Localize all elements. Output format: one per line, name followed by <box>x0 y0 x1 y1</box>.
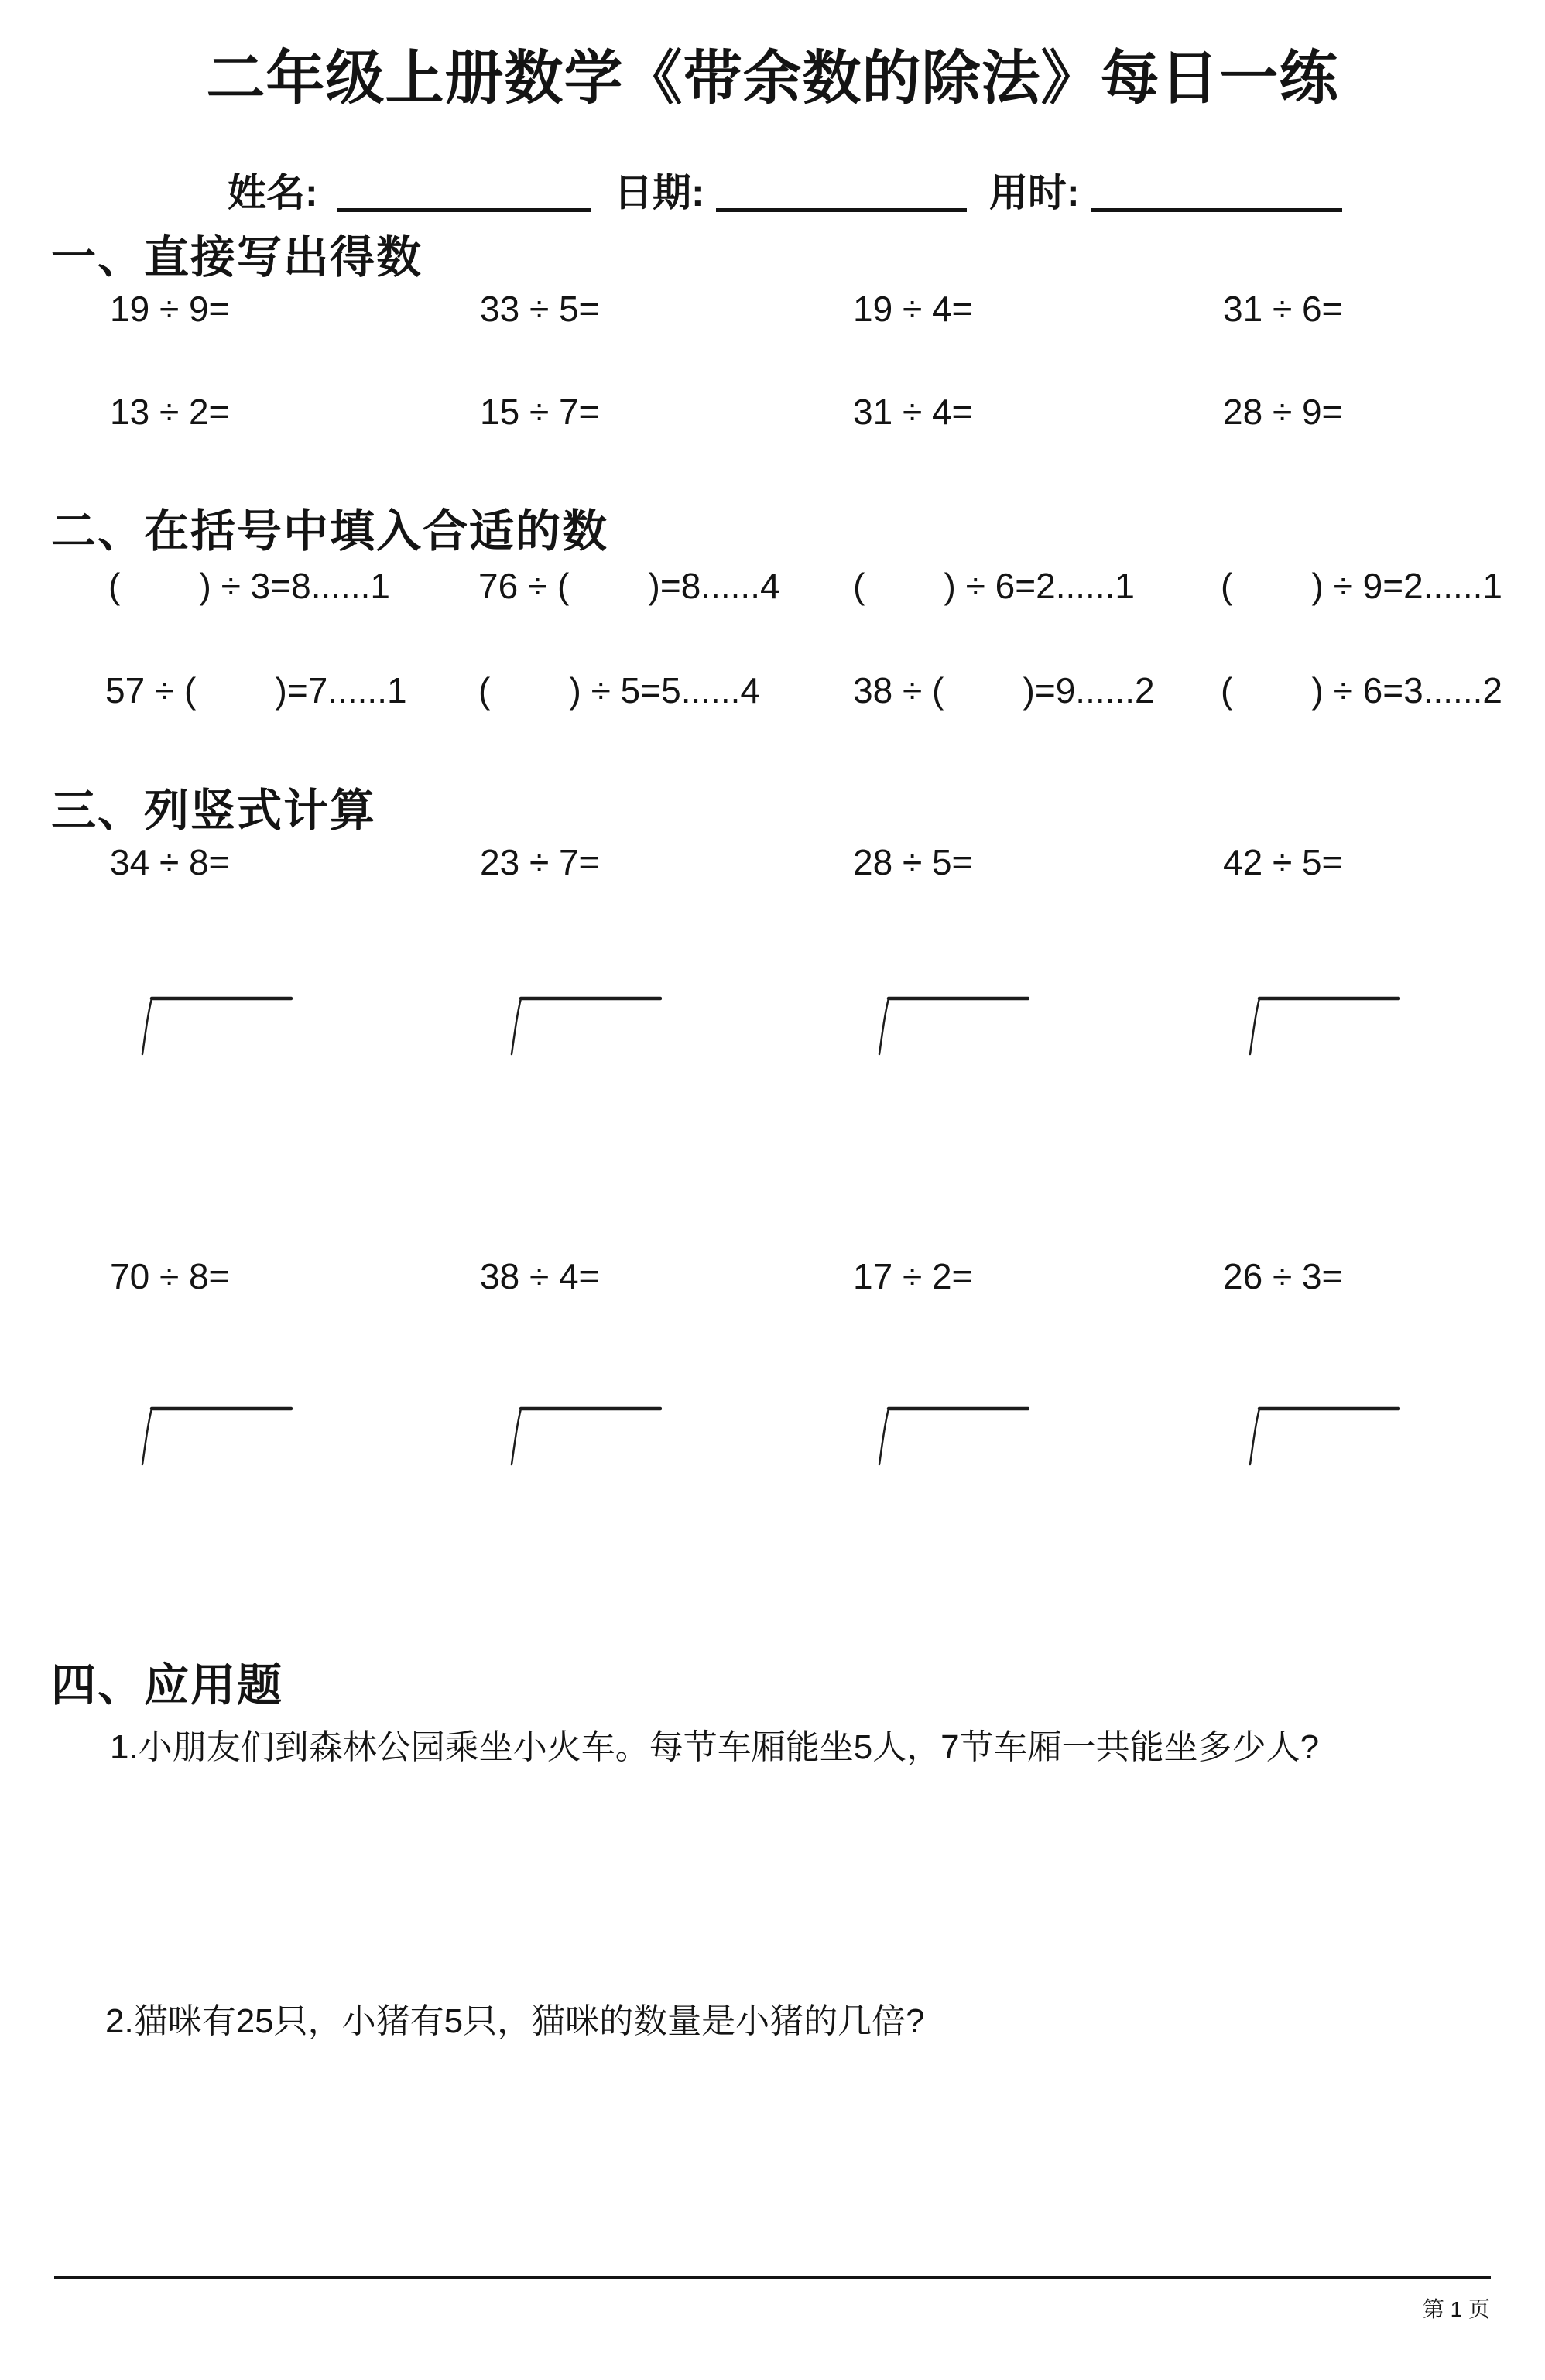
long-division-bracket <box>878 1406 1029 1466</box>
long-division-bracket <box>1249 1406 1400 1466</box>
word-problem: 2.猫咪有25只，小猪有5只，猫咪的数量是小猪的几倍? <box>105 2002 925 2040</box>
equation: 19 ÷ 4= <box>853 289 973 329</box>
date-label: 日期: <box>614 171 704 214</box>
equation: 31 ÷ 6= <box>1223 289 1343 329</box>
equation: 23 ÷ 7= <box>480 842 600 882</box>
long-division-bracket <box>141 1406 293 1466</box>
long-division-bracket <box>1249 995 1400 1056</box>
equation: 38 ÷ ( )=9......2 <box>853 670 1155 711</box>
equation: ( ) ÷ 6=3......2 <box>1221 670 1502 711</box>
section-4-heading: 四、应用题 <box>51 1660 284 1711</box>
time-label: 用时: <box>989 171 1080 214</box>
name-blank-line <box>337 208 591 212</box>
long-division-bracket <box>141 995 293 1056</box>
equation: 76 ÷ ( )=8......4 <box>478 566 780 606</box>
equation: ( ) ÷ 5=5......4 <box>478 670 760 711</box>
equation: ( ) ÷ 9=2......1 <box>1221 566 1502 606</box>
equation: 42 ÷ 5= <box>1223 842 1343 882</box>
equation: 13 ÷ 2= <box>110 392 230 432</box>
word-problem: 1.小朋友们到森林公园乘坐小火车。每节车厢能坐5人，7节车厢一共能坐多少人? <box>110 1728 1320 1766</box>
equation: 26 ÷ 3= <box>1223 1256 1343 1296</box>
long-division-bracket <box>510 995 662 1056</box>
section-1-heading: 一、直接写出得数 <box>51 232 423 283</box>
section-3-heading: 三、列竖式计算 <box>51 786 377 836</box>
long-division-bracket <box>510 1406 662 1466</box>
long-division-bracket <box>878 995 1029 1056</box>
page-number: 第 1 页 <box>1422 2297 1490 2321</box>
equation: 34 ÷ 8= <box>110 842 230 882</box>
equation: 15 ÷ 7= <box>480 392 600 432</box>
equation: ( ) ÷ 6=2......1 <box>853 566 1135 606</box>
equation: 38 ÷ 4= <box>480 1256 600 1296</box>
equation: 17 ÷ 2= <box>853 1256 973 1296</box>
equation: 57 ÷ ( )=7......1 <box>105 670 407 711</box>
name-label: 姓名: <box>228 171 318 214</box>
equation: ( ) ÷ 3=8......1 <box>108 566 390 606</box>
date-blank-line <box>716 208 967 212</box>
time-blank-line <box>1091 208 1342 212</box>
section-2-heading: 二、在括号中填入合适的数 <box>51 506 609 556</box>
equation: 28 ÷ 9= <box>1223 392 1343 432</box>
equation: 33 ÷ 5= <box>480 289 600 329</box>
footer-divider <box>54 2276 1491 2279</box>
page-title: 二年级上册数学《带余数的除法》每日一练 <box>206 46 1339 111</box>
equation: 28 ÷ 5= <box>853 842 973 882</box>
equation: 31 ÷ 4= <box>853 392 973 432</box>
equation: 19 ÷ 9= <box>110 289 230 329</box>
equation: 70 ÷ 8= <box>110 1256 230 1296</box>
